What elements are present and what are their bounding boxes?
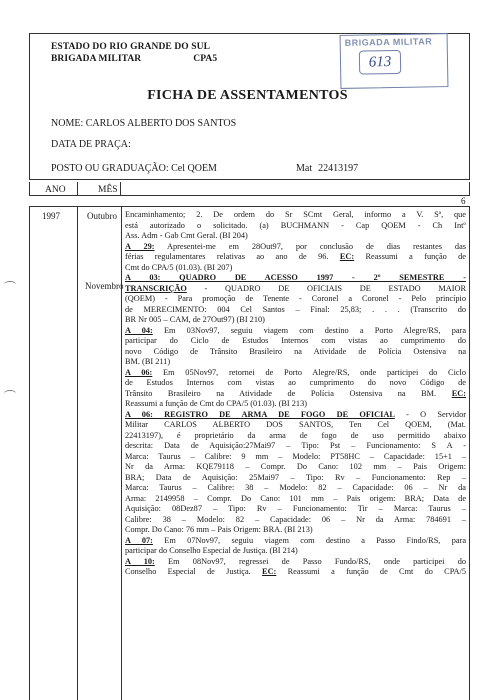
organization-unit: CPA5 bbox=[193, 54, 218, 64]
record-text: Apresentei-me em 28Out97, por conclusão de dias restantes das bbox=[154, 241, 466, 251]
record-text: de Estudos Internos com vistas ao cumprimento do novo Código de bbox=[125, 378, 466, 387]
organization-name: BRIGADA MILITAR bbox=[51, 54, 142, 64]
record-text: A 06: REGISTRO DE ARMA DE FOGO DE OFICIAL bbox=[125, 409, 395, 419]
record-text: Reassumi a função de Cmt do CPA/5 bbox=[276, 567, 466, 576]
record-text: Em 03Nov97, seguiu viagem com destino a Porto Alegre/RS, para bbox=[152, 325, 466, 335]
record-line bbox=[125, 399, 466, 410]
record-line bbox=[125, 389, 466, 400]
record-text: participar do Ciclo de Estudos Internos com vistas ao cumprimento do bbox=[125, 336, 466, 345]
record-text: Em 08Nov97, regressei de Passo Fundo/RS, onde participei do bbox=[154, 556, 466, 566]
state-name: ESTADO DO RIO GRANDE DO SUL bbox=[51, 42, 211, 52]
record-line bbox=[125, 536, 466, 547]
record-text: Reassumi a função de Cmt do CPA/5 (01.03). (BI 213) bbox=[125, 399, 307, 408]
record-month-november: Novembro bbox=[85, 281, 124, 291]
record-text: EC: bbox=[339, 252, 355, 261]
record-text: Encaminhamento; 2. De ordem do Sr SCmt Geral, informo a V. Sª, que bbox=[125, 210, 466, 219]
record-line bbox=[125, 420, 466, 431]
punch-hole-mark bbox=[4, 281, 16, 288]
record-text: - O Servidor bbox=[394, 409, 466, 419]
record-text: (QOEM) - Para promoção de Tenente - Coronel a Coronel - Pelo princípio bbox=[125, 294, 466, 303]
record-text: BM. (BI 211) bbox=[125, 357, 171, 366]
record-line bbox=[125, 431, 466, 442]
record-text: Marca: Taurus – Calibre: 9 mm – Modelo: PT58HC – Capacidade: 15+1 – bbox=[125, 451, 466, 461]
month-column-header: MÊS bbox=[98, 185, 118, 195]
rank-value: Cel QOEM bbox=[171, 163, 217, 174]
record-text: Conselho Especial de Justiça. bbox=[125, 567, 263, 576]
record-year: 1997 bbox=[42, 211, 60, 221]
record-line bbox=[125, 231, 466, 242]
record-line bbox=[125, 567, 466, 578]
record-text: novo Código de Trânsito Brasileiro na Atividade de Polícia Ostensiva na bbox=[125, 346, 466, 356]
column-divider bbox=[77, 206, 78, 700]
record-line bbox=[125, 315, 466, 326]
record-line bbox=[125, 494, 466, 505]
record-text: EC: bbox=[451, 388, 466, 398]
record-text: Aquisição: 08Dez87 – Tipo: Rv – Funcionamento: Tir – Marca: Taurus – bbox=[125, 504, 466, 513]
record-text: participar do Conselho Especial de Justiça. (BI 214) bbox=[125, 546, 298, 555]
record-text: Reassumi a função de bbox=[354, 252, 466, 261]
column-divider bbox=[77, 182, 78, 196]
record-line bbox=[125, 441, 466, 452]
name-field bbox=[51, 118, 236, 129]
record-text: A 10: bbox=[125, 556, 155, 566]
record-text: Em 07Nov97, seguiu viagem com destino a Passo Findo/RS, para bbox=[152, 535, 466, 545]
record-text: A 29: bbox=[125, 241, 155, 251]
record-text: A 06: bbox=[125, 367, 153, 377]
record-text: Ass. Adm - Gab Cmt Geral. (BI 204) bbox=[125, 231, 248, 240]
record-line bbox=[125, 546, 466, 557]
record-text: Compr. Do Cano: 76 mm – Pais Origem: BRA. (BI 213) bbox=[125, 525, 313, 534]
record-month-october: Outubro bbox=[87, 211, 117, 221]
record-line bbox=[125, 252, 466, 263]
record-text: A 04: bbox=[125, 325, 153, 335]
record-line bbox=[125, 473, 466, 484]
enlistment-date-label: DATA DE PRAÇA: bbox=[51, 139, 131, 150]
record-text: descrita: Data de Aquisição:27Mai97 – Tipo: Pst – Funcionamento: S A - bbox=[125, 441, 466, 450]
record-text: de MERECIMENTO: 004 Cel Santos – Final: 25,83; . . . (Transcrito do bbox=[125, 304, 466, 314]
form-title: FICHA DE ASSENTAMENTOS bbox=[147, 88, 348, 103]
record-line bbox=[125, 357, 466, 368]
record-text: EC: bbox=[262, 567, 277, 576]
record-text: Em 05Nov97, retornei de Porto Alegre/RS, onde participei do Ciclo bbox=[152, 367, 466, 377]
record-text: BR Nr 005 – CAM, de 27Out97) (BI 210) bbox=[125, 315, 265, 324]
record-line bbox=[125, 525, 466, 536]
record-line bbox=[125, 452, 466, 463]
name-label: NOME: bbox=[51, 118, 84, 129]
record-text: A 03: QUADRO DE ACESSO 1997 - 2º SEMESTRE - bbox=[125, 273, 466, 282]
record-line bbox=[125, 368, 466, 379]
record-line bbox=[125, 462, 466, 473]
record-text: A 07: bbox=[125, 535, 153, 545]
record-line bbox=[125, 263, 466, 274]
record-line bbox=[125, 378, 466, 389]
record-line bbox=[125, 336, 466, 347]
column-header-row bbox=[29, 182, 470, 196]
record-text: TRANSCRIÇÃO bbox=[125, 283, 187, 293]
column-divider bbox=[120, 182, 121, 196]
record-line bbox=[125, 326, 466, 337]
record-line bbox=[125, 221, 466, 232]
rank-field bbox=[51, 163, 217, 174]
record-entries bbox=[125, 210, 466, 578]
record-line bbox=[125, 410, 466, 421]
registry-stamp bbox=[340, 33, 449, 89]
record-line bbox=[125, 347, 466, 358]
stamp-number: 613 bbox=[359, 50, 401, 75]
registration-value: 22413197 bbox=[318, 163, 359, 174]
organization-line bbox=[51, 54, 217, 64]
record-line bbox=[125, 210, 466, 221]
registration-label: Mat bbox=[296, 163, 313, 174]
record-line bbox=[125, 504, 466, 515]
record-text: Calibre: 38 – Modelo: 82 – Capacidade: 06 – Nr da Arma: 784691 – bbox=[125, 514, 466, 524]
record-line bbox=[125, 305, 466, 316]
record-text: Cmt do CPA/5 (01.03). (BI 207) bbox=[125, 262, 233, 272]
page-number: 6 bbox=[461, 196, 466, 206]
record-text: Arma: 2149958 – Compr. Do Cano: 101 mm – Pais origem: BRA; Data de bbox=[125, 493, 466, 503]
registration-field bbox=[296, 163, 358, 174]
enlistment-date-field bbox=[51, 139, 131, 150]
record-text: Marca: Taurus – Calibre: 38 – Modelo: 82 – Capacidade: 06 – Nr da bbox=[125, 483, 466, 492]
record-line bbox=[125, 273, 466, 284]
record-text: está autorizado o solicitado. (a) BUCHMANN - Cap QOEM - Ch Intº bbox=[125, 220, 466, 230]
punch-hole-mark bbox=[4, 390, 16, 397]
record-text: 22413197), é proprietário da arma de fogo de uso permitido abaixo bbox=[125, 430, 466, 440]
record-line bbox=[125, 294, 466, 305]
record-text: Militar CARLOS ALBERTO DOS SANTOS, Ten Cel QOEM, (Mat. bbox=[125, 420, 466, 429]
name-value: CARLOS ALBERTO DOS SANTOS bbox=[85, 118, 237, 129]
record-text: Trânsito Brasileiro na Atividade de Polícia Ostensiva na BM. bbox=[125, 388, 452, 398]
record-line bbox=[125, 284, 466, 295]
rank-label: POSTO OU GRADUAÇÃO: bbox=[51, 163, 169, 174]
record-line bbox=[125, 242, 466, 253]
record-text: Nr da Arma: KQE79118 – Compr. Do Cano: 102 mm – Pais Origem: bbox=[125, 462, 466, 471]
record-line bbox=[125, 515, 466, 526]
record-text: férias regulamentares relativas ao ano de 96. bbox=[125, 252, 340, 261]
record-text: BRA; Data de Aquisição: 25Mai97 – Tipo: Rv – Funcionamento: Rep – bbox=[125, 472, 466, 482]
stamp-text: BRIGADA MILITAR bbox=[344, 36, 433, 48]
year-column-header: ANO bbox=[45, 185, 66, 195]
record-line bbox=[125, 557, 466, 568]
record-line bbox=[125, 483, 466, 494]
record-text: - QUADRO DE OFICIAIS DE ESTADO MAIOR bbox=[186, 283, 466, 293]
